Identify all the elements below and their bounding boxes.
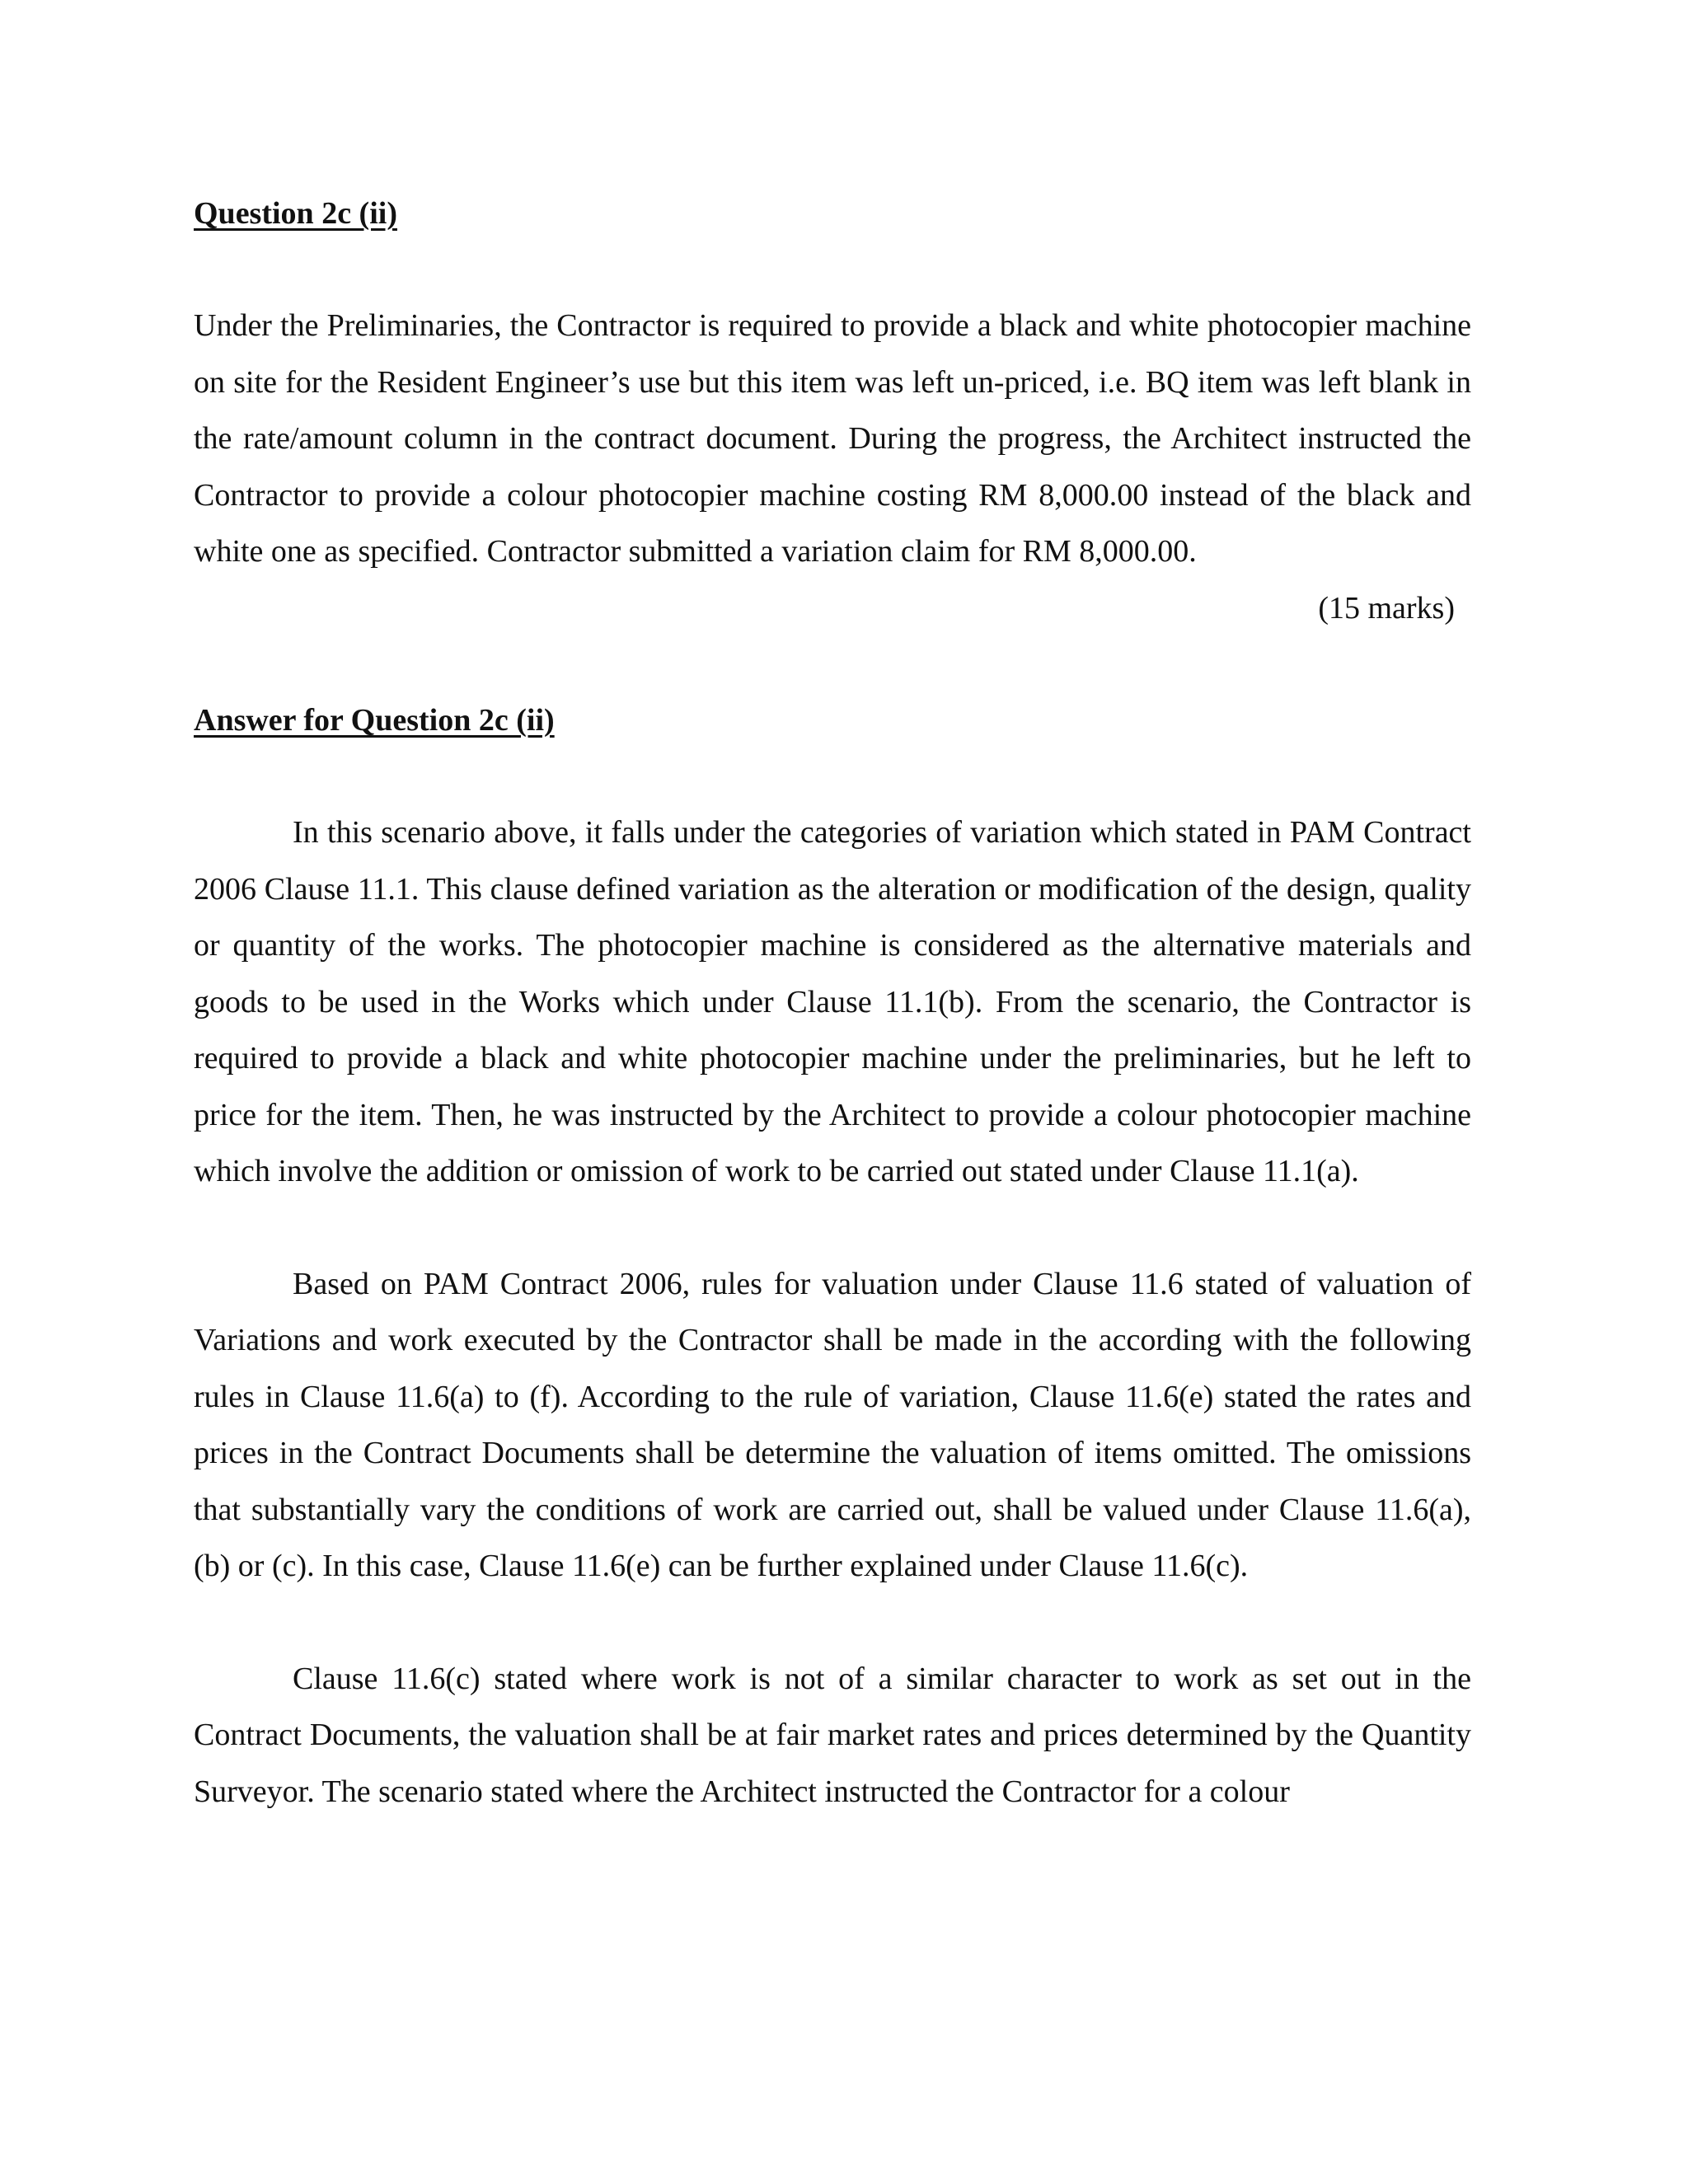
answer-paragraph-1: In this scenario above, it falls under the categories of variation which stated in PAM Contract 2006 Clause 11.1. This clause defined variation as the alteration or modification of the design, quality or quantity of the works. The photocopier machine is considered as the alternative materials and goods to be used in the Works which under Clause 11.1(b). From the scenario, the Contractor is required to provide a black and white photocopier machine under the preliminaries, but he left to price for the item. Then, he was instructed by the Architect to provide a colour photocopier machine which involve the addition or omission of work to be carried out stated under Clause 11.1(a). xyxy=(194,815,1471,1188)
spacer xyxy=(194,241,1471,298)
answer-paragraph-2: Based on PAM Contract 2006, rules for valuation under Clause 11.6 stated of valuation of Variations and work executed by the Contractor shall be made in the according with the following rules in Clause 11.6(a) to (f). According to the rule of variation, Clause 11.6(e) stated the rates and prices in the Contract Documents shall be determine the valuation of items omitted. The omissions that substantially vary the conditions of work are carried out, shall be valued under Clause 11.6(a), (b) or (c). In this case, Clause 11.6(e) can be further explained under Clause 11.6(c). xyxy=(194,1266,1471,1583)
answer-paragraph-3: Clause 11.6(c) stated where work is not of a similar character to work as set out in the Contract Documents, the valuation shall be at fair market rates and prices determined by the Quantity Surveyor. The scenario stated where the Architect instructed the Contractor for a colour xyxy=(194,1661,1471,1809)
spacer xyxy=(194,1595,1471,1651)
answer-heading: Answer for Question 2c (ii) xyxy=(194,703,555,738)
question-text: Under the Preliminaries, the Contractor is required to provide a black and white photocopier machine on site for the Resident Engineer’s use but this item was left un-priced, i.e. BQ item was left blank in the rate/amount column in the contract document. During the progress, the Architect instructed the Contractor to provide a colour photocopier machine costing RM 8,000.00 instead of the black and white one as specified. Contractor submitted a variation claim for RM 8,000.00. xyxy=(194,308,1471,569)
spacer xyxy=(194,1200,1471,1256)
spacer xyxy=(194,748,1471,804)
question-marks: (15 marks) xyxy=(1318,590,1455,626)
document-body xyxy=(194,185,1471,1820)
question-heading: Question 2c (ii) xyxy=(194,196,397,231)
spacer xyxy=(194,636,1471,692)
